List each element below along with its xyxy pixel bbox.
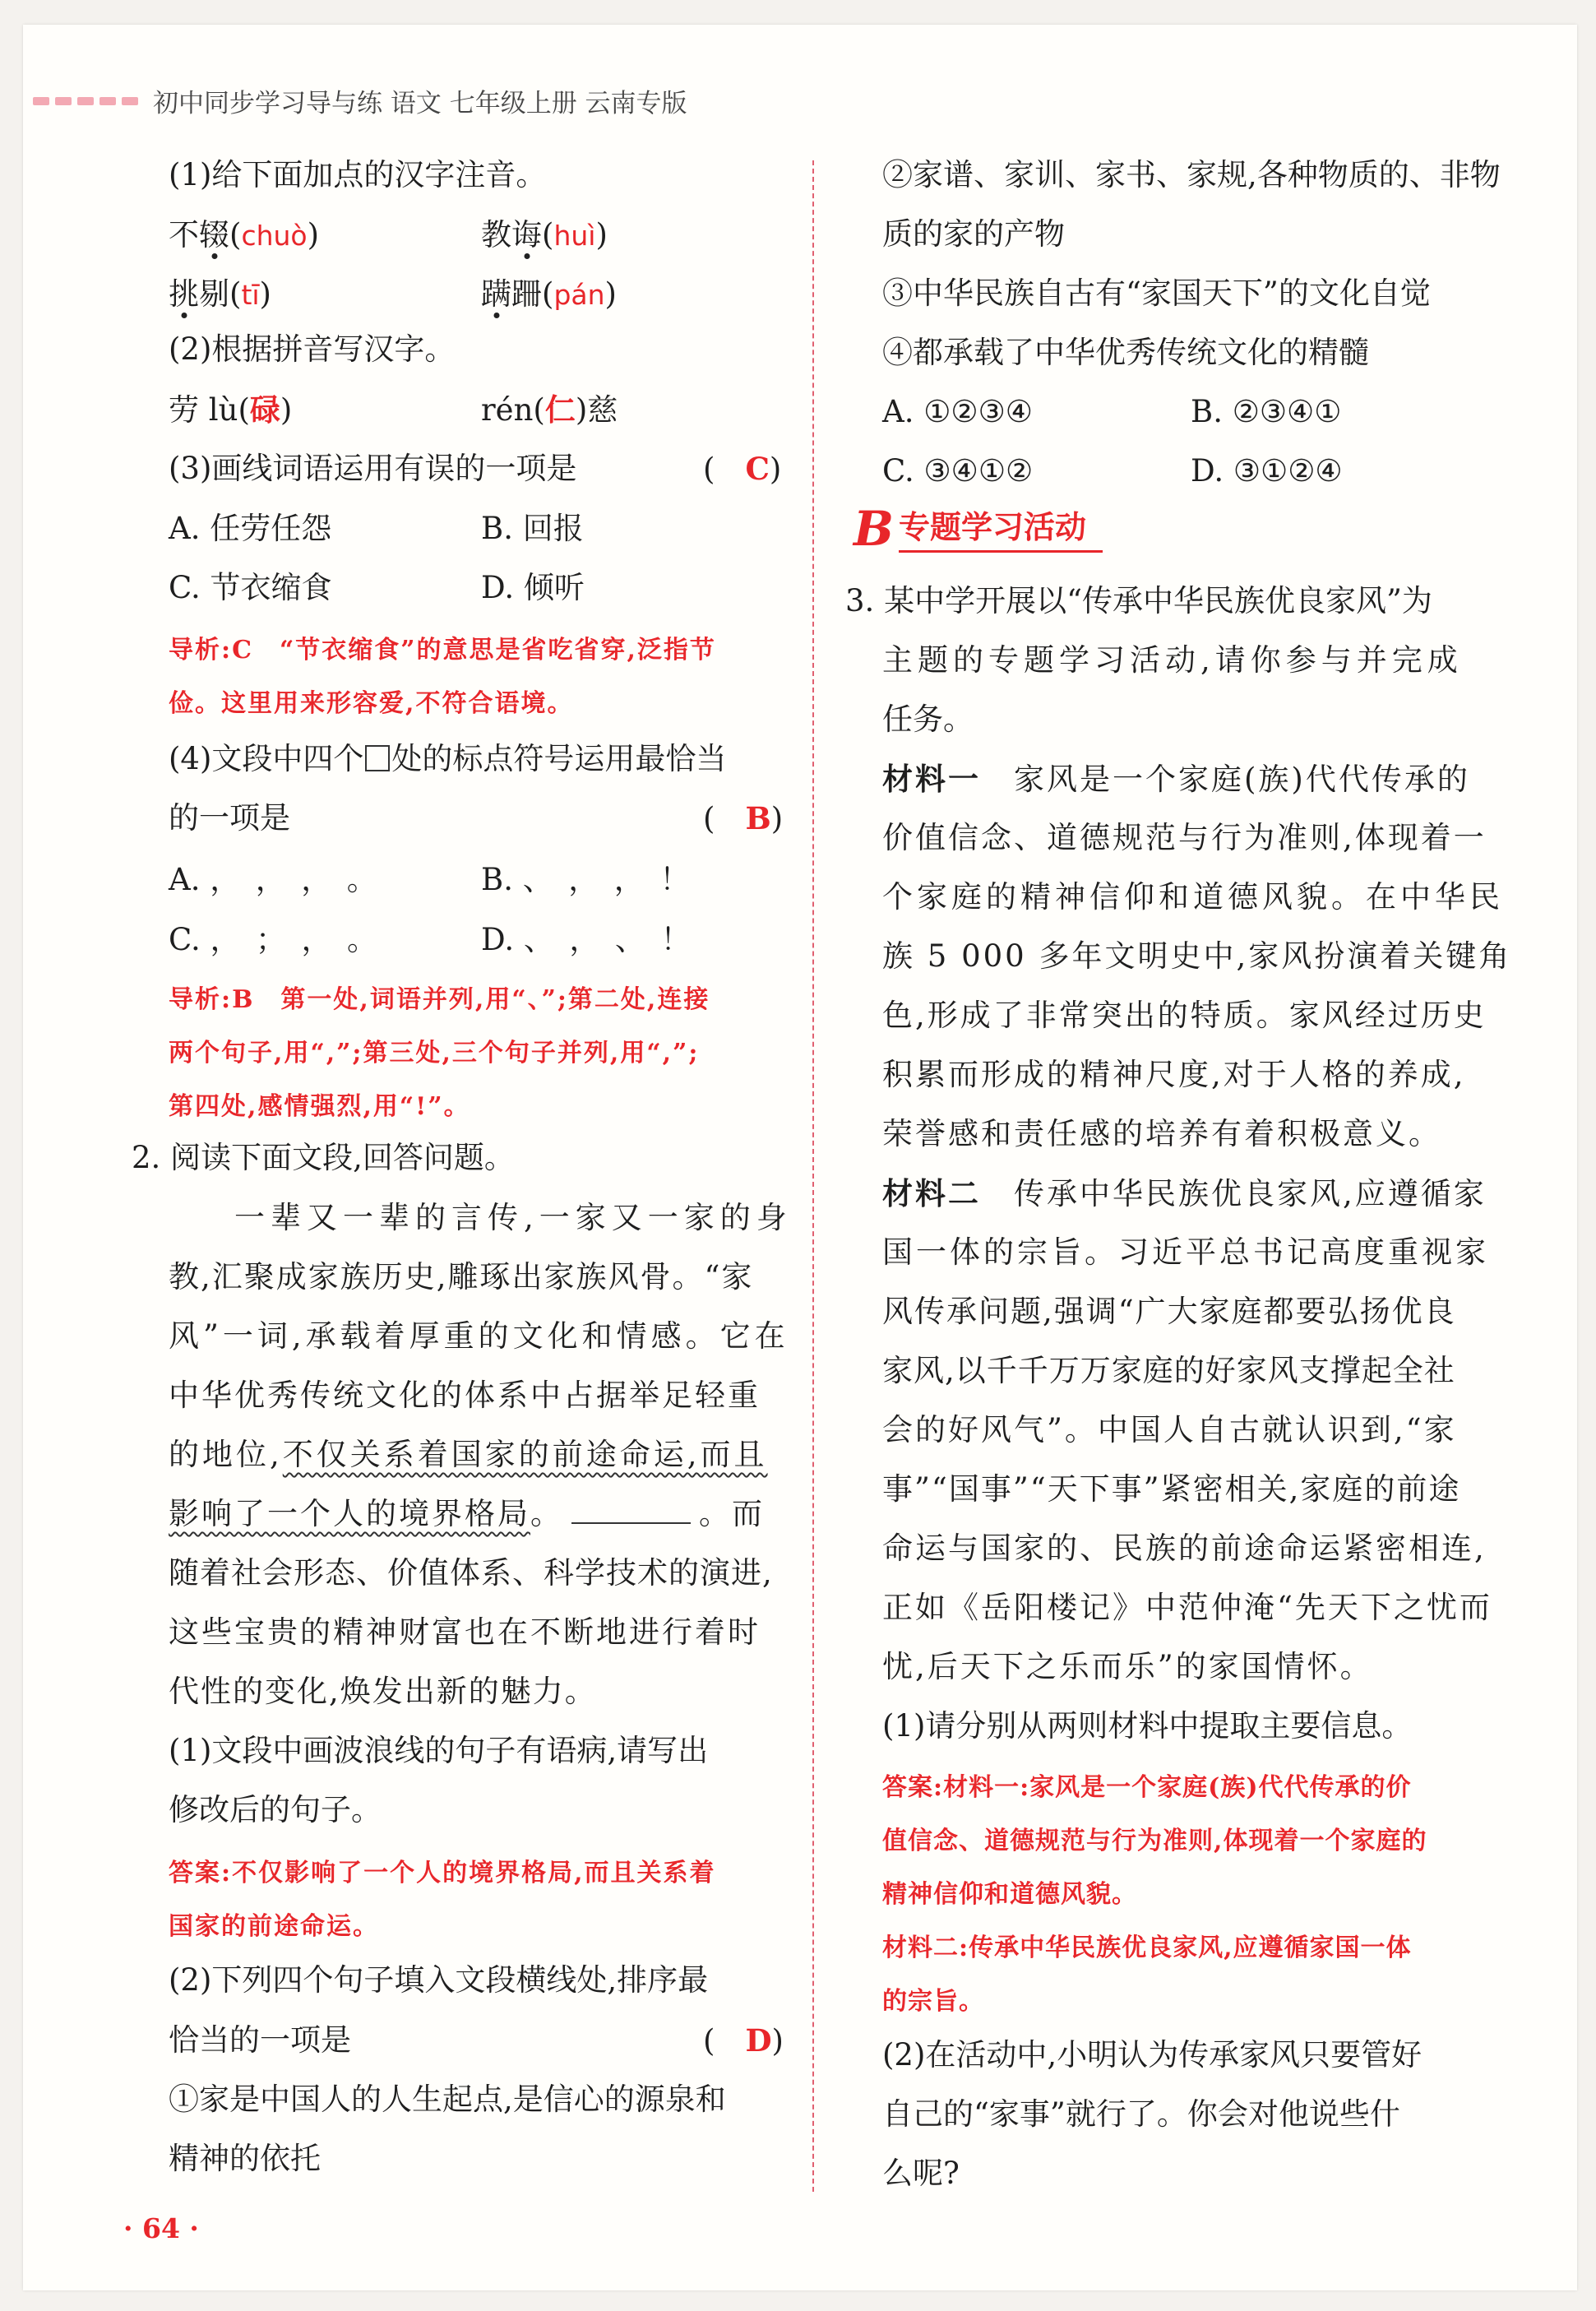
- option-c: C. ③④①②: [882, 453, 1034, 489]
- option-d: D. 、 ， 、 ！: [481, 922, 692, 957]
- q2-2-prompt: (2)下列四个句子填入文段横线处,排序最: [169, 1962, 709, 1998]
- option-d: D. 倾听: [481, 570, 585, 605]
- option-a: A. ， ， ， 。: [169, 862, 377, 897]
- section-title: 专题学习活动: [899, 502, 1103, 553]
- material-label: 材料一: [882, 761, 981, 797]
- material-line: 风传承问题,强调“广大家庭都要弘扬优良: [882, 1294, 1456, 1329]
- q3-prompt: 3. 某中学开展以“传承中华民族优良家风”为: [845, 583, 1432, 618]
- answer-2-cont: 材料二:传承中华民族优良家风,应遵循家国一体: [882, 1934, 1412, 1962]
- q1-4-answer: ( B): [703, 800, 784, 836]
- header-title: 初中同步学习导与练 语文 七年级上册 云南专版: [153, 89, 687, 118]
- material-1: 材料一 家风是一个家庭(族)代代传承的: [882, 761, 1470, 797]
- option-a: A. ①②③④: [882, 394, 1033, 429]
- passage-line: 一辈又一辈的言传,一家又一家的身: [234, 1200, 793, 1235]
- option-c: C. ， ； ， 。: [169, 922, 378, 957]
- answer-2-cont: 值信念、道德规范与行为准则,体现着一个家庭的: [882, 1827, 1427, 1855]
- sentence-option-2-cont: 质的家的产物: [882, 216, 1065, 252]
- q1-4-prompt: (4)文段中四个 处的标点符号运用最恰当: [169, 741, 727, 776]
- q3-2-prompt-cont: 么呢?: [882, 2156, 960, 2191]
- material-line: 积累而形成的精神尺度,对于人格的养成,: [882, 1057, 1466, 1092]
- fill-blank: [571, 1498, 691, 1524]
- material-line: 国一体的宗旨。习近平总书记高度重视家: [882, 1234, 1489, 1270]
- section-b-heading: [854, 501, 1103, 557]
- analysis-note-2-cont: 第四处,感情强烈,用“!”。: [169, 1092, 470, 1121]
- passage-line: 影响了一个人的境界格局。 。而: [169, 1496, 765, 1531]
- answer-1-cont: 国家的前途命运。: [169, 1912, 379, 1941]
- passage-line: 教,汇聚成家族历史,雕琢出家族风骨。“家: [169, 1259, 754, 1294]
- material-line: 事”“国事”“天下事”紧密相关,家庭的前途: [882, 1471, 1461, 1507]
- pinyin-item-2: 教诲(huì): [481, 217, 608, 252]
- q3-prompt-cont: 任务。: [882, 702, 974, 737]
- option-c: C. 节衣缩食: [169, 570, 332, 605]
- option-d: D. ③①②④: [1191, 453, 1343, 489]
- wavy-sentence: 不仅关系着国家的前途命运,而且: [282, 1437, 768, 1472]
- option-a: A. 任劳任怨: [169, 511, 332, 546]
- sentence-option-4: ④都承载了中华优秀传统文化的精髓: [882, 335, 1369, 370]
- sentence-option-2: ②家谱、家训、家书、家规,各种物质的、非物: [882, 157, 1501, 192]
- pinyin-item-4: 蹒跚(pán): [481, 276, 617, 312]
- answer-2: 答案:材料一:家风是一个家庭(族)代代传承的价: [882, 1773, 1412, 1802]
- q1-4-prompt-cont: 的一项是: [169, 800, 290, 836]
- wavy-sentence: 影响了一个人的境界格局: [169, 1496, 530, 1531]
- answer-1: 答案:不仅影响了一个人的境界格局,而且关系着: [169, 1859, 716, 1887]
- q3-2-prompt: (2)在活动中,小明认为传承家风只要管好: [882, 2037, 1423, 2072]
- analysis-note-2: 导析:B 第一处,词语并列,用“、”;第二处,连接: [169, 985, 710, 1014]
- material-line: 荣誉感和责任感的培养有着积极意义。: [882, 1116, 1441, 1151]
- material-line: 家风,以千千万万家庭的好家风支撑起全社: [882, 1353, 1455, 1388]
- material-line: 价值信念、道德规范与行为准则,体现着一: [882, 820, 1487, 855]
- analysis-note-1: 导析:C “节衣缩食”的意思是省吃省穿,泛指节: [169, 636, 716, 665]
- passage-line: 风”一词,承载着厚重的文化和情感。它在: [169, 1318, 789, 1354]
- material-line: 会的好风气”。中国人自古就认识到,“家: [882, 1412, 1457, 1447]
- option-b: B. ②③④①: [1191, 394, 1342, 429]
- passage-line: 代性的变化,焕发出新的魅力。: [169, 1674, 597, 1709]
- passage-line: 随着社会形态、价值体系、科学技术的演进,: [169, 1555, 773, 1591]
- header-decoration: [33, 97, 138, 105]
- material-line: 色,形成了非常突出的特质。家风经过历史: [882, 998, 1487, 1033]
- answer-2-cont: 精神信仰和道德风貌。: [882, 1880, 1137, 1909]
- material-line: 正如《岳阳楼记》中范仲淹“先天下之忧而: [882, 1590, 1492, 1625]
- page-number: · 64 ·: [123, 2212, 199, 2244]
- option-b: B. 回报: [481, 511, 584, 546]
- material-line: 族 5 000 多年文明史中,家风扮演着关键角: [882, 938, 1512, 974]
- material-label: 材料二: [882, 1175, 981, 1211]
- material-2: 材料二 传承中华民族优良家风,应遵循家: [882, 1175, 1487, 1211]
- passage-line: 这些宝贵的精神财富也在不断地进行着时: [169, 1614, 761, 1650]
- q2-prompt: 2. 阅读下面文段,回答问题。: [132, 1140, 515, 1175]
- answer-2-cont: 的宗旨。: [882, 1987, 984, 2016]
- pinyin-answer: huì: [553, 220, 596, 252]
- q3-1-prompt: (1)请分别从两则材料中提取主要信息。: [882, 1708, 1413, 1744]
- q2-1-prompt-cont: 修改后的句子。: [169, 1792, 382, 1827]
- box-symbol: [365, 745, 390, 771]
- material-line: 命运与国家的、民族的前途命运紧密相连,: [882, 1531, 1487, 1566]
- column-divider: [812, 160, 814, 2192]
- analysis-note-1-cont: 俭。这里用来形容爱,不符合语境。: [169, 689, 574, 718]
- passage-line: 的地位,不仅关系着国家的前途命运,而且: [169, 1437, 768, 1472]
- q1-3-answer: ( C): [703, 451, 782, 487]
- q1-2-prompt: (2)根据拼音写汉字。: [169, 331, 456, 367]
- material-line: 个家庭的精神信仰和道德风貌。在中华民: [882, 879, 1504, 915]
- hanzi-answer: 碌: [249, 391, 280, 428]
- q2-2-answer: ( D): [703, 2022, 784, 2059]
- q3-prompt-cont: 主题的专题学习活动,请你参与并完成: [882, 642, 1463, 678]
- hanzi-answer: 仁: [544, 391, 576, 428]
- q3-2-prompt-cont: 自己的“家事”就行了。你会对他说些什: [882, 2096, 1400, 2132]
- pinyin-answer: pán: [553, 279, 605, 311]
- q2-1-prompt: (1)文段中画波浪线的句子有语病,请写出: [169, 1733, 709, 1768]
- sentence-option-1: ①家是中国人的人生起点,是信心的源泉和: [169, 2082, 726, 2117]
- q2-2-prompt-cont: 恰当的一项是: [169, 2022, 351, 2058]
- passage-line: 中华优秀传统文化的体系中占据举足轻重: [169, 1378, 761, 1413]
- pinyin-item-3: 挑剔(tī): [169, 276, 271, 312]
- sentence-option-1-cont: 精神的依托: [169, 2141, 321, 2176]
- hanzi-item-1: 劳 lù(碌): [169, 391, 293, 428]
- material-line: 忧,后天下之乐而乐”的家国情怀。: [882, 1649, 1373, 1684]
- option-b: B. 、 ， ， ！: [481, 862, 691, 897]
- q1-3-prompt: (3)画线词语运用有误的一项是: [169, 451, 577, 486]
- sentence-option-3: ③中华民族自古有“家国天下”的文化自觉: [882, 276, 1431, 311]
- pinyin-answer: tī: [241, 279, 260, 311]
- running-header: [33, 82, 687, 119]
- pinyin-item-1: 不辍(chuò): [169, 217, 320, 252]
- analysis-note-2-cont: 两个句子,用“,”;第三处,三个句子并列,用“,”;: [169, 1039, 700, 1068]
- hanzi-item-2: rén(仁)慈: [481, 391, 618, 428]
- section-letter: B: [854, 501, 895, 557]
- pinyin-answer: chuò: [241, 220, 308, 252]
- q1-1-prompt: (1)给下面加点的汉字注音。: [169, 157, 547, 192]
